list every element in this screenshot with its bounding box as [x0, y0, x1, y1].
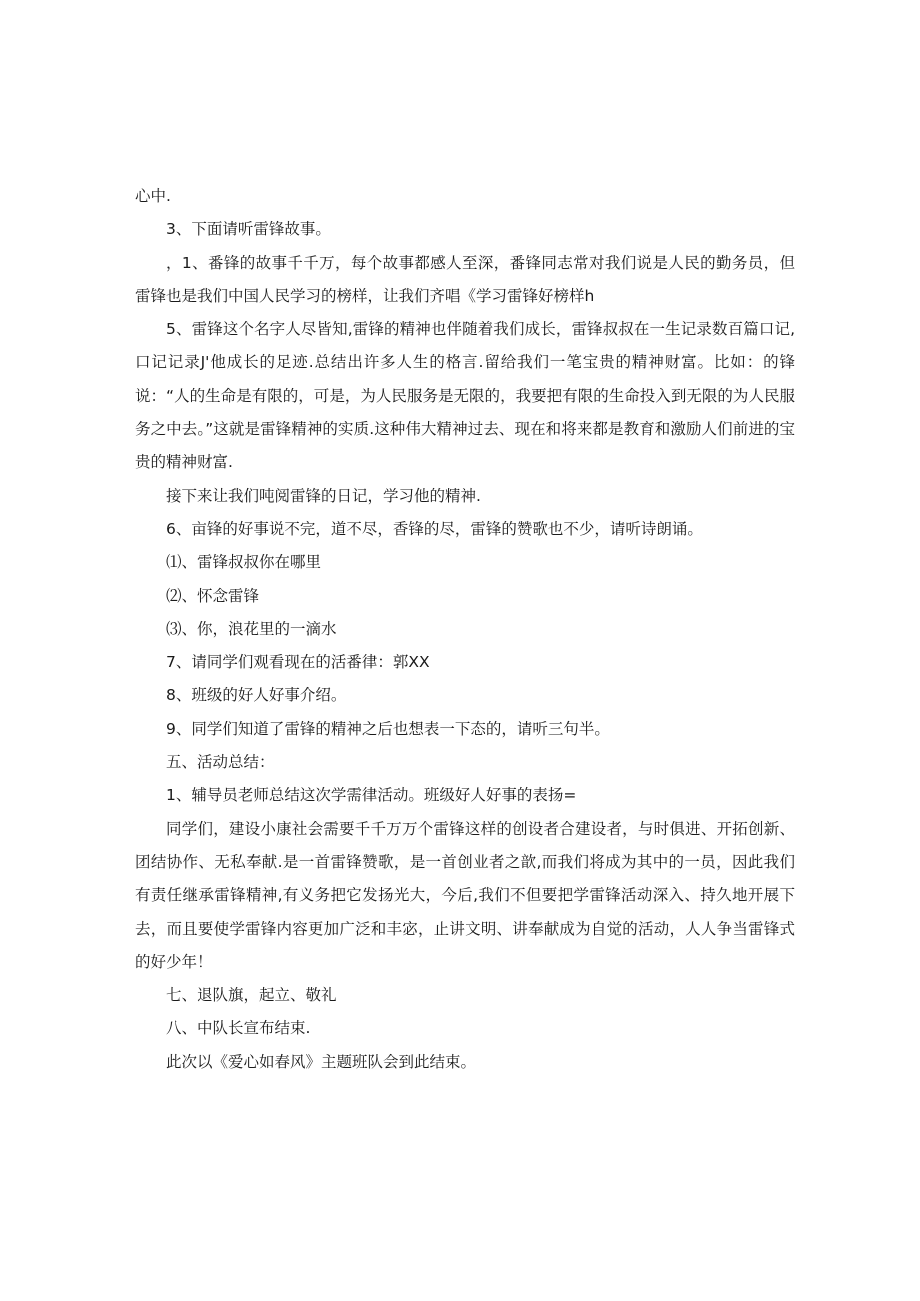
section-heading: 八、中队长宣布结束. — [166, 1019, 311, 1038]
paragraph: 此次以《爱心如春风》主题班队会到此结束。 — [166, 1052, 477, 1071]
paragraph: ⑴、雷锋叔叔你在哪里 — [166, 553, 322, 572]
paragraph: ⑶、你，浪花里的一滴水 — [166, 619, 337, 638]
paragraph: ，1、番锋的故事千千万，每个故事都感人至深，番锋同志常对我们说是人民的勤务员，但雷锋也是我们中国人民学习的榜样，让我们齐唱《学习雷锋好榜样h — [135, 253, 795, 305]
paragraph: 9、同学们知道了雷锋的精神之后也想表一下态的，请听三句半。 — [166, 719, 610, 738]
paragraph: 同学们，建设小康社会需要千千万万个雷锋这样的创设者合建设者，与时俱进、开拓创新、团结协作、无私奉献.是一首雷锋赞歌，是一首创业者之歆,而我们将成为其中的一员，因此我们有责任继承雷锋精神,有义务把它发扬光大，今后,我们不但要把学雷锋活动深入、持久地开展下去，而且要使学雷锋内容更加广泛和丰宓，止讲文明、讲奉献成为自觉的活动，人人争当雷锋式的好少年！ — [135, 819, 795, 971]
paragraph: 6、亩锋的好事说不完，道不尽，香锋的尽，雷锋的赞歌也不少，请听诗朗诵。 — [166, 519, 703, 538]
paragraph: 心中. — [135, 187, 171, 205]
paragraph: 7、请同学们观看现在的活番律：郭XX — [166, 653, 430, 672]
paragraph: 5、雷锋这个名字人尽皆知,雷锋的精神也伴随着我们成长，雷锋叔叔在一生记录数百篇口记,口记记录J'他成长的足迹.总结出许多人生的格言.留给我们一笔宝贵的精神财富。比如：的锋说：“人的生命是有限的，可是，为人民服务是无限的，我要把有限的生命投入到无限的为人民服务之中去。”这就是雷锋精神的实质.这种伟大精神过去、现在和将来都是教育和激励人们前进的宝贵的精神财富. — [135, 320, 795, 472]
section-heading: 七、退队旗，起立、敬礼 — [166, 986, 337, 1005]
section-heading: 五、活动总结： — [166, 753, 275, 772]
paragraph: 3、下面请听雷锋故事。 — [166, 220, 331, 239]
paragraph: ⑵、怀念雷锋 — [166, 586, 260, 605]
paragraph: 1、辅导员老师总结这次学需律活动。班级好人好事的表扬= — [166, 786, 577, 805]
paragraph: 8、班级的好人好事介绍。 — [166, 686, 347, 705]
document-body — [135, 180, 795, 1079]
paragraph: 接下来让我们吨阅雷锋的日记，学习他的精神. — [166, 486, 481, 505]
